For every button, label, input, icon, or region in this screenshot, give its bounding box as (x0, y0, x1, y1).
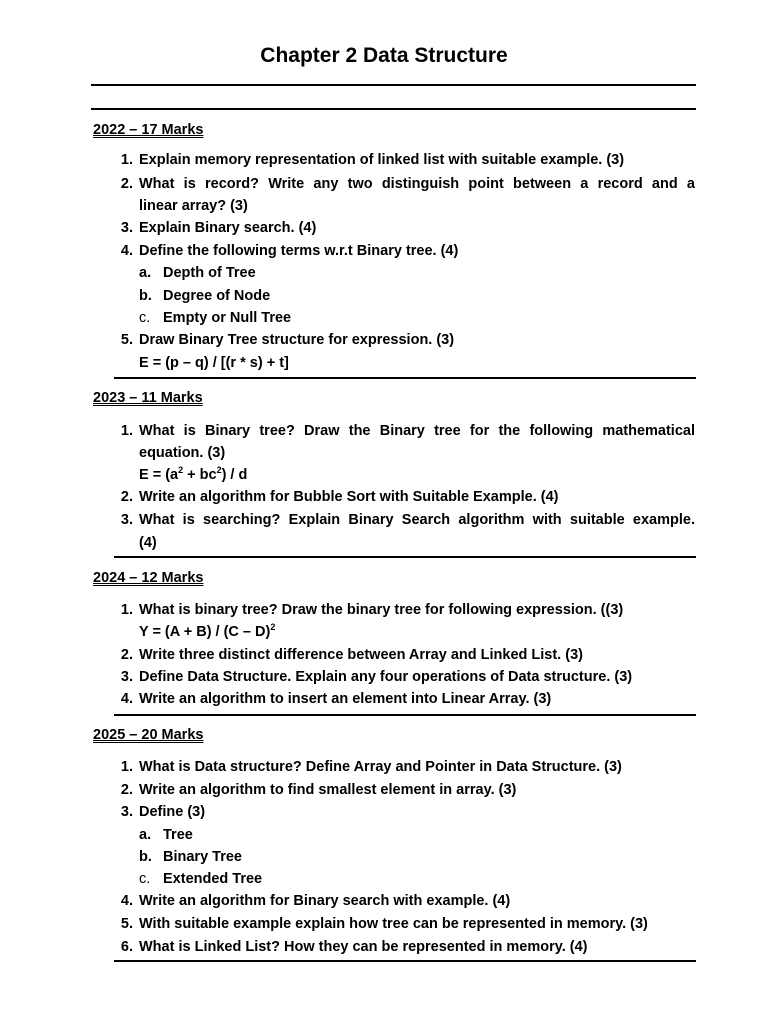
question-number: 1. (120, 602, 133, 618)
title-rule-bottom (91, 108, 696, 110)
section-divider (114, 556, 696, 558)
section-heading: 2023 – 11 Marks (93, 390, 203, 406)
question-text: equation. (3) (139, 445, 226, 461)
question-number: 4. (120, 243, 133, 259)
question-text: Write three distinct difference between Array and Linked List. (3) (139, 647, 583, 663)
expression-text: E = (p – q) / [(r * s) + t] (139, 355, 289, 371)
question-text: What is Data structure? Define Array and Pointer in Data Structure. (3) (139, 759, 622, 775)
question-number: 6. (120, 939, 133, 955)
question-text: What is Linked List? How they can be represented in memory. (4) (139, 939, 588, 955)
sub-letter: c. (139, 310, 151, 326)
sub-text: Empty or Null Tree (163, 310, 292, 326)
question-number: 3. (120, 669, 133, 685)
sub-letter: a. (139, 827, 152, 843)
sub-text: Extended Tree (163, 871, 263, 887)
question-number: 1. (120, 423, 133, 439)
page-title: Chapter 2 Data Structure (260, 44, 508, 67)
section-divider (114, 377, 696, 379)
section-divider (114, 714, 696, 716)
sub-text: Depth of Tree (163, 265, 256, 281)
sub-letter: a. (139, 265, 152, 281)
question-text: What is Binary tree? Draw the Binary tree for the following mathematical (139, 423, 695, 439)
section-heading: 2025 – 20 Marks (93, 727, 204, 743)
question-text: Draw Binary Tree structure for expression. (3) (139, 332, 455, 348)
question-number: 1. (120, 759, 133, 775)
question-text: Explain Binary search. (4) (139, 220, 317, 236)
question-text: Define (3) (139, 804, 206, 820)
question-text: Write an algorithm for Binary search with example. (4) (139, 893, 511, 909)
question-number: 3. (120, 220, 133, 236)
question-number: 2. (120, 489, 133, 505)
sub-text: Degree of Node (163, 288, 271, 304)
question-text: Define the following terms w.r.t Binary tree. (4) (139, 243, 459, 259)
question-text: Write an algorithm to find smallest element in array. (3) (139, 782, 517, 798)
section-heading: 2024 – 12 Marks (93, 570, 204, 586)
question-text: What is record? Write any two distinguish point between a record and a (139, 176, 695, 192)
question-number: 5. (120, 916, 133, 932)
question-text: With suitable example explain how tree can be represented in memory. (3) (139, 916, 648, 932)
question-text: Write an algorithm for Bubble Sort with Suitable Example. (4) (139, 489, 559, 505)
question-text: What is binary tree? Draw the binary tree for following expression. ((3) (139, 602, 624, 618)
sub-letter: c. (139, 871, 151, 887)
question-text: linear array? (3) (139, 198, 248, 214)
expression-text: $E = (a^2 + bc^2) / d$ (139, 465, 248, 483)
question-number: 3. (120, 804, 133, 820)
title-rule-top (91, 84, 696, 86)
question-text: Write an algorithm to insert an element into Linear Array. (3) (139, 691, 552, 707)
question-number: 1. (120, 152, 133, 168)
question-number: 4. (120, 691, 133, 707)
question-number: 4. (120, 893, 133, 909)
question-number: 2. (120, 782, 133, 798)
question-text: (4) (139, 535, 157, 551)
section-divider (114, 960, 696, 962)
section-heading: 2022 – 17 Marks (93, 122, 204, 138)
question-text: Explain memory representation of linked list with suitable example. (3) (139, 152, 625, 168)
question-text: What is searching? Explain Binary Search algorithm with suitable example. (139, 512, 695, 528)
question-number: 2. (120, 176, 133, 192)
question-number: 5. (120, 332, 133, 348)
question-number: 2. (120, 647, 133, 663)
sub-letter: b. (139, 849, 152, 865)
sub-letter: b. (139, 288, 152, 304)
question-text: Define Data Structure. Explain any four operations of Data structure. (3) (139, 669, 633, 685)
sub-text: Binary Tree (163, 849, 242, 865)
sub-text: Tree (163, 827, 193, 843)
expression-text: Y = (A + B) / (C – D)$^2$ (139, 622, 276, 640)
question-number: 3. (120, 512, 133, 528)
